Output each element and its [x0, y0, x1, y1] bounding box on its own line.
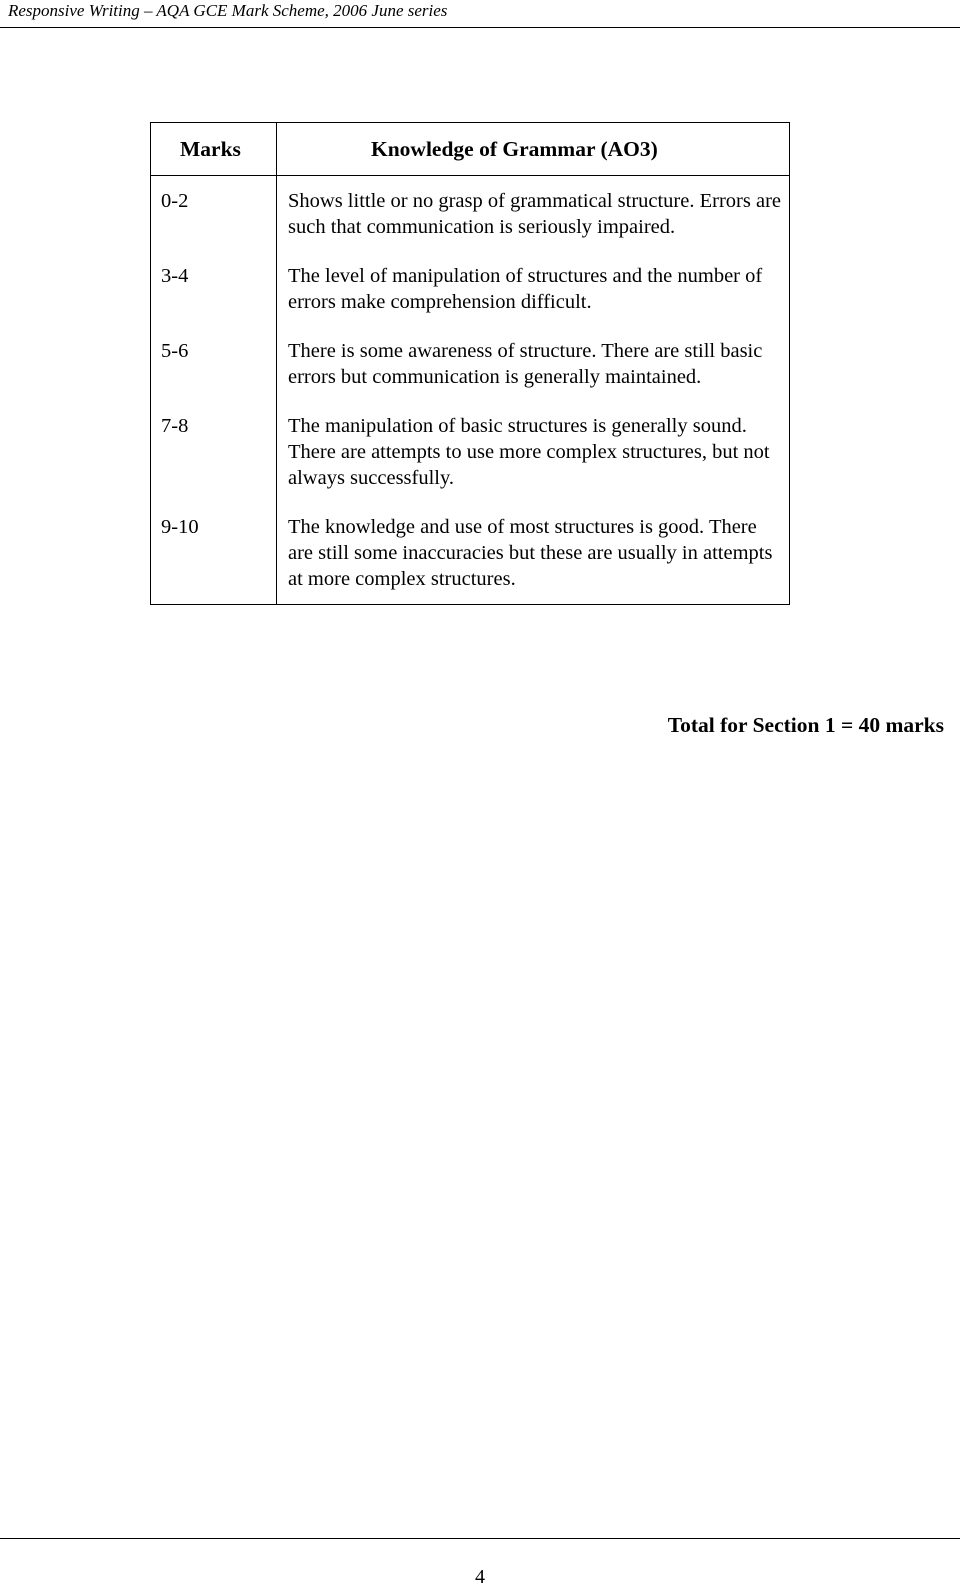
marks-band: 7-8 [151, 390, 277, 491]
table-row [151, 491, 790, 605]
marks-band: 9-10 [151, 491, 277, 605]
band-description: Shows little or no grasp of grammatical structure. Errors are such that communication is seriously impaired. [288, 190, 781, 238]
page-number: 4 [475, 1566, 485, 1588]
marks-band: 0-2 [151, 176, 277, 241]
marks-column-header: Marks [151, 123, 277, 176]
footer-rule [0, 1538, 960, 1539]
header-rule [0, 27, 960, 28]
marks-band: 5-6 [151, 315, 277, 390]
section-total: Total for Section 1 = 40 marks [667, 713, 944, 737]
band-description: The manipulation of basic structures is generally sound. There are attempts to use more complex structures, but not always successfully. [288, 415, 770, 489]
band-description: There is some awareness of structure. There are still basic errors but communication is generally maintained. [288, 340, 763, 388]
table-row [151, 240, 790, 315]
band-description: The level of manipulation of structures and the number of errors make comprehension difficult. [288, 265, 763, 313]
criteria-column-header: Knowledge of Grammar (AO3) [277, 123, 790, 176]
mark-scheme-table [150, 122, 790, 605]
table-row [151, 176, 790, 241]
table-row [151, 390, 790, 491]
band-description: The knowledge and use of most structures is good. There are still some inaccuracies but these are usually in attempts at more complex structures. [288, 516, 773, 590]
table-header-row [151, 123, 790, 176]
running-header: Responsive Writing – AQA GCE Mark Scheme, 2006 June series [8, 1, 448, 20]
marks-band: 3-4 [151, 240, 277, 315]
table-row [151, 315, 790, 390]
